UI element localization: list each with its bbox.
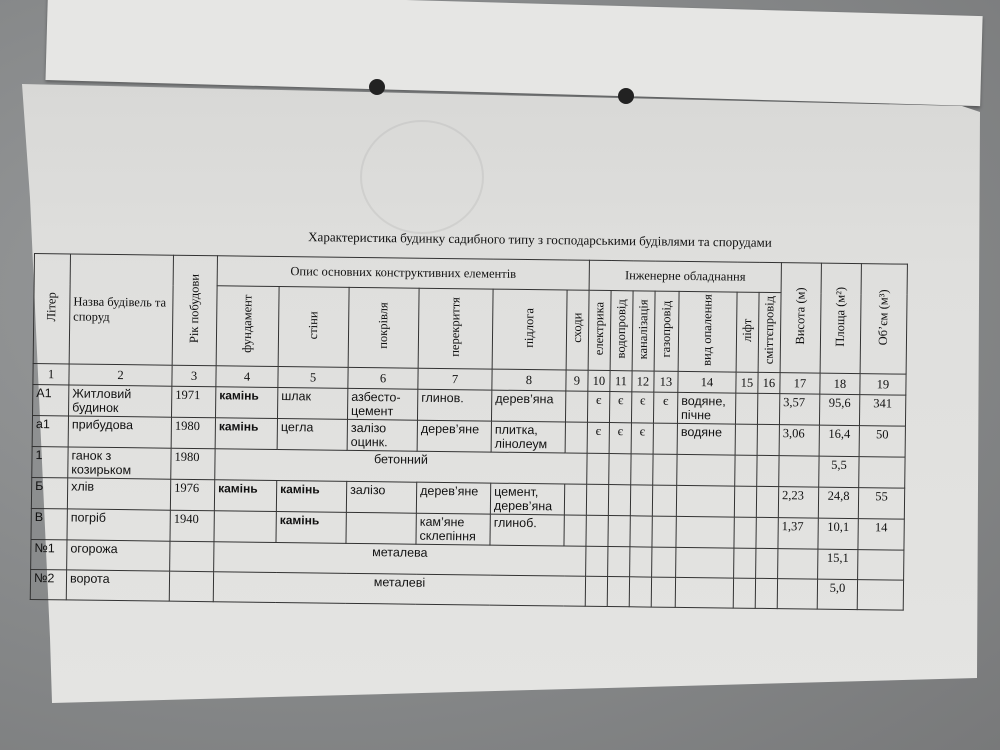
cell-walls: камінь <box>276 480 346 512</box>
cell-material: металева <box>214 542 586 577</box>
cell-electric: є <box>587 391 609 422</box>
cell-stairs <box>564 484 586 515</box>
cell-gas <box>652 547 676 577</box>
binding-hole <box>618 88 634 104</box>
cell-gas: є <box>653 392 677 423</box>
cell-garbage <box>756 486 778 517</box>
col-sewer: каналізація <box>632 291 655 371</box>
cell-height <box>778 549 818 579</box>
cell-water <box>608 516 630 547</box>
cell-height: 2,23 <box>778 487 818 518</box>
cell-liter: 1 <box>32 446 68 477</box>
cell-water: є <box>609 423 631 454</box>
cell-electric <box>586 515 608 546</box>
cell-floor: плитка, лінолеум <box>491 421 565 453</box>
cell-name: погріб <box>67 509 170 541</box>
col-gas: газопровід <box>654 291 679 371</box>
cell-area: 95,6 <box>819 394 859 425</box>
cell-liter: А1 <box>33 384 69 415</box>
cell-volume <box>857 580 903 611</box>
cell-area: 15,1 <box>818 549 858 579</box>
col-floors-over: перекриття <box>418 288 493 369</box>
cell-lift <box>735 424 757 455</box>
col-number: 15 <box>736 372 758 393</box>
cell-floors-over: дерев’яне <box>417 420 491 452</box>
cell-year: 1976 <box>170 479 214 511</box>
cell-garbage <box>757 393 779 424</box>
col-heating: вид опалення <box>678 291 737 372</box>
col-number: 7 <box>418 368 492 390</box>
cell-name: огорожа <box>67 540 170 571</box>
col-name: Назва будівель та споруд <box>69 254 173 365</box>
cell-floors-over: дерев’яне <box>416 482 490 514</box>
cell-foundation: камінь <box>214 480 276 512</box>
cell-height: 3,57 <box>779 394 819 425</box>
cell-stairs <box>564 515 586 546</box>
col-number: 19 <box>860 374 906 396</box>
cell-volume <box>858 550 904 581</box>
cell-lift <box>733 578 755 608</box>
cell-gas <box>652 516 676 547</box>
col-stairs: сходи <box>566 290 589 370</box>
col-liter: Літер <box>33 254 70 364</box>
cell-roof <box>346 512 416 544</box>
cell-material: металеві <box>213 572 585 607</box>
cell-volume: 341 <box>859 395 905 427</box>
col-group-engineering: Інженерне обладнання <box>589 260 781 292</box>
cell-liter: а1 <box>32 415 68 446</box>
cell-electric: є <box>587 422 609 453</box>
cell-water: є <box>609 392 631 423</box>
cell-material: бетонний <box>215 449 587 485</box>
cell-volume: 14 <box>858 519 904 551</box>
cell-year: 1940 <box>170 510 214 542</box>
cell-sewer <box>631 454 653 485</box>
cell-height: 1,37 <box>778 518 818 549</box>
col-volume: Об’єм (м³) <box>860 264 907 375</box>
cell-foundation <box>214 511 276 543</box>
cell-liter: №2 <box>30 569 66 599</box>
col-roof: покрівля <box>348 287 419 368</box>
col-floor: підлога <box>492 289 567 370</box>
cell-lift <box>734 548 756 578</box>
col-electric: електрика <box>588 290 611 370</box>
cell-year: 1980 <box>171 417 215 449</box>
col-number: 10 <box>588 370 610 391</box>
cell-lift <box>735 455 757 486</box>
col-number: 3 <box>172 365 216 387</box>
cell-gas <box>651 577 675 607</box>
cell-garbage <box>757 455 779 486</box>
cell-gas <box>652 485 676 516</box>
cell-floors-over: глинов. <box>417 389 491 421</box>
cell-year <box>169 571 213 602</box>
cell-heating: водяне, пічне <box>677 392 735 424</box>
col-number: 9 <box>566 370 588 391</box>
cell-electric <box>586 484 608 515</box>
cell-garbage <box>756 548 778 578</box>
cell-heating <box>676 516 734 548</box>
cell-name: ворота <box>66 570 169 601</box>
cell-walls: цегла <box>277 418 347 450</box>
cell-volume: 50 <box>859 426 905 458</box>
cell-electric <box>585 576 607 606</box>
col-foundation: фундамент <box>216 286 279 367</box>
col-group-construction: Опис основних конструктивних елементів <box>217 256 589 291</box>
cell-water <box>608 485 630 516</box>
cell-heating: водяне <box>677 423 735 455</box>
cell-walls: шлак <box>277 387 347 419</box>
cell-floor: дерев’яна <box>491 390 565 422</box>
cell-gas <box>653 423 677 454</box>
cell-area: 16,4 <box>819 425 859 456</box>
cell-water <box>609 454 631 485</box>
cell-volume: 55 <box>858 488 904 520</box>
faded-stamp <box>360 120 484 234</box>
col-garbage: сміттєпровід <box>758 292 781 372</box>
cell-heating <box>676 547 734 578</box>
cell-liter: В <box>31 508 67 539</box>
col-number: 16 <box>758 372 780 393</box>
cell-floor: цемент, дерев’яна <box>490 483 564 515</box>
cell-gas <box>653 454 677 485</box>
cell-height: 3,06 <box>779 425 819 456</box>
cell-heating <box>675 577 733 608</box>
col-water: водопровід <box>610 291 633 371</box>
cell-sewer: є <box>631 392 653 423</box>
cell-sewer <box>630 485 652 516</box>
cell-roof: азбесто-цемент <box>347 388 417 420</box>
col-number: 1 <box>33 363 69 384</box>
col-number: 12 <box>632 371 654 392</box>
col-year: Рік побудови <box>172 255 217 366</box>
cell-area: 24,8 <box>818 487 858 518</box>
cell-garbage <box>756 517 778 548</box>
cell-garbage <box>755 578 777 608</box>
cell-area: 5,0 <box>817 579 857 609</box>
col-height: Висота (м) <box>780 263 821 373</box>
col-number: 17 <box>780 373 820 394</box>
cell-lift <box>734 517 756 548</box>
cell-sewer <box>630 516 652 547</box>
cell-area: 10,1 <box>818 518 858 549</box>
cell-liter: №1 <box>31 539 67 569</box>
cell-sewer <box>630 547 652 577</box>
cell-foundation: камінь <box>216 387 278 419</box>
cell-garbage <box>757 424 779 455</box>
col-lift: ліфт <box>736 292 759 372</box>
binding-hole <box>369 79 385 95</box>
col-number: 6 <box>348 367 418 389</box>
cell-name: ганок з козирьком <box>68 447 171 479</box>
col-number: 2 <box>69 364 172 386</box>
cell-height <box>777 579 817 609</box>
cell-sewer: є <box>631 423 653 454</box>
building-characteristics-table <box>30 253 908 611</box>
cell-stairs <box>565 391 587 422</box>
col-walls: стіни <box>278 286 349 367</box>
cell-name: Житловий будинок <box>69 385 172 417</box>
col-number: 11 <box>610 371 632 392</box>
cell-name: хлів <box>67 478 170 510</box>
cell-floor: глиноб. <box>490 514 564 546</box>
cell-water <box>607 577 629 607</box>
col-number: 5 <box>278 366 348 388</box>
document-title: Характеристика будинку садибного типу з господарськими будівлями та спорудами <box>308 229 772 250</box>
cell-year: 1971 <box>172 386 216 418</box>
cell-heating <box>676 485 734 517</box>
col-number: 13 <box>654 371 678 392</box>
cell-year: 1980 <box>171 448 215 480</box>
cell-walls: камінь <box>276 511 346 543</box>
cell-floors-over: кам’яне склепіння <box>416 513 490 545</box>
col-area: Площа (м²) <box>820 263 861 373</box>
cell-name: прибудова <box>68 416 171 448</box>
cell-stairs <box>565 422 587 453</box>
cell-lift <box>735 393 757 424</box>
col-number: 18 <box>820 373 860 394</box>
cell-sewer <box>629 577 651 607</box>
col-number: 4 <box>216 366 278 388</box>
cell-roof: залізо оцинк. <box>347 419 417 451</box>
cell-electric <box>586 546 608 576</box>
cell-electric <box>587 453 609 484</box>
col-number: 8 <box>492 369 566 391</box>
cell-heating <box>677 454 735 486</box>
cell-year <box>170 541 214 572</box>
cell-roof: залізо <box>346 481 416 513</box>
cell-liter: Б <box>31 477 67 508</box>
cell-height <box>779 456 819 487</box>
col-number: 14 <box>678 371 736 393</box>
cell-water <box>608 547 630 577</box>
cell-volume <box>859 457 905 489</box>
cell-lift <box>734 486 756 517</box>
cell-foundation: камінь <box>215 418 277 450</box>
cell-area: 5,5 <box>819 456 859 487</box>
